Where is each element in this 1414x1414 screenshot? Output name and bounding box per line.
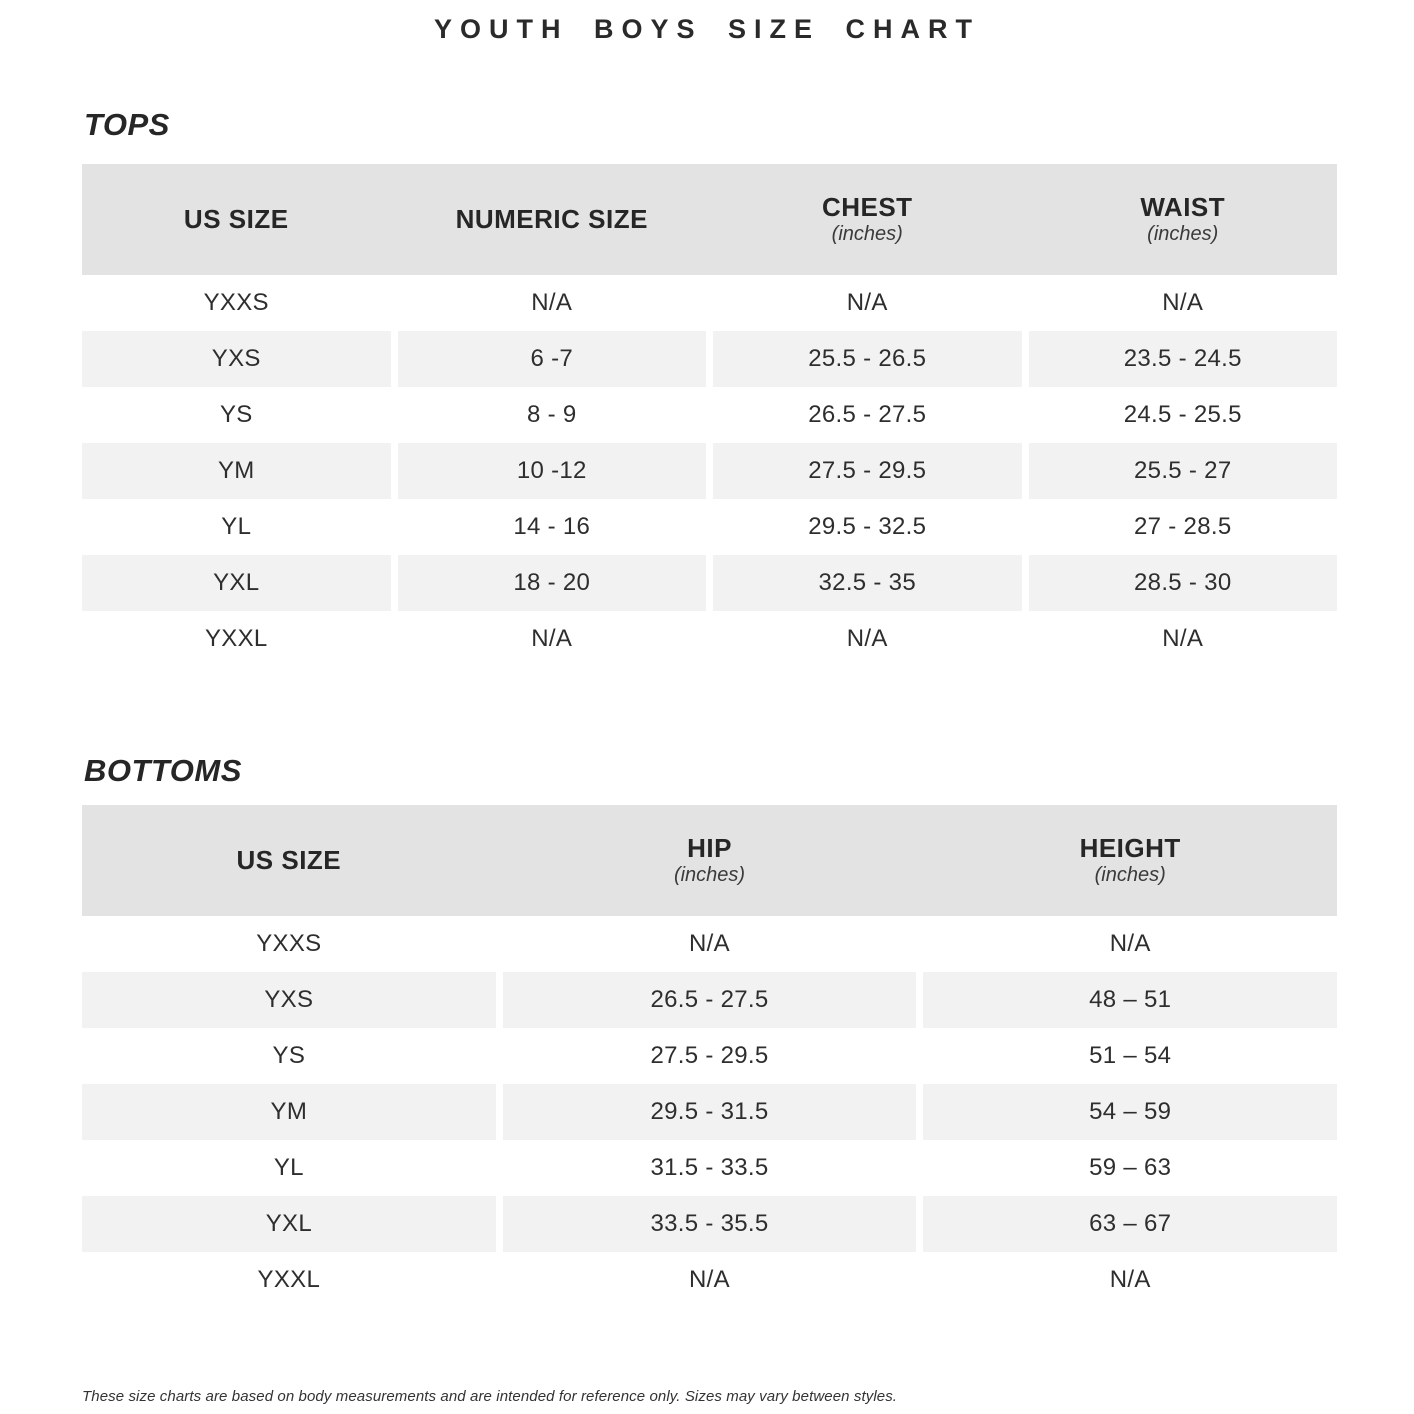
tops-table bbox=[82, 164, 1337, 667]
table-cell: 31.5 - 33.5 bbox=[650, 1154, 769, 1181]
column-header-label: US SIZE bbox=[236, 844, 342, 875]
column-header bbox=[1029, 193, 1338, 247]
table-cell: 27 - 28.5 bbox=[1134, 513, 1232, 540]
table-row bbox=[82, 1084, 1337, 1140]
table-cell: N/A bbox=[531, 289, 573, 316]
table-cell: YXL bbox=[82, 555, 391, 611]
table-cell: N/A bbox=[846, 289, 888, 316]
table-cell: N/A bbox=[689, 1266, 730, 1293]
table-cell: 24.5 - 25.5 bbox=[1123, 401, 1242, 428]
column-header-unit: (inches) bbox=[1094, 864, 1166, 887]
column-header-label: US SIZE bbox=[183, 203, 289, 234]
footnote: These size charts are based on body measurements and are intended for reference only. Sizes may vary between styles. bbox=[82, 1388, 898, 1405]
table-row bbox=[82, 499, 1337, 555]
column-header-unit: (inches) bbox=[831, 223, 903, 246]
table-cell: YM bbox=[82, 443, 391, 499]
table-cell: 27.5 - 29.5 bbox=[713, 443, 1022, 499]
table-cell: N/A bbox=[1109, 930, 1151, 957]
table-cell: YXS bbox=[82, 331, 391, 387]
column-header bbox=[503, 834, 917, 888]
tops-heading: TOPS bbox=[84, 107, 170, 142]
table-cell: 29.5 - 31.5 bbox=[503, 1084, 917, 1140]
table-cell: YXXS bbox=[203, 289, 269, 316]
table-row bbox=[82, 916, 1337, 972]
table-row bbox=[82, 1140, 1337, 1196]
table-cell: 27.5 - 29.5 bbox=[650, 1042, 769, 1069]
table-cell: N/A bbox=[1109, 1266, 1151, 1293]
table-cell: YXXL bbox=[257, 1266, 321, 1293]
table-cell: YL bbox=[273, 1154, 304, 1181]
table-cell: 14 - 16 bbox=[513, 513, 591, 540]
table-cell: YXXS bbox=[256, 930, 322, 957]
table-cell: YM bbox=[82, 1084, 496, 1140]
column-header-label: NUMERIC SIZE bbox=[455, 203, 648, 234]
table-cell: 33.5 - 35.5 bbox=[503, 1196, 917, 1252]
table-cell: 25.5 - 26.5 bbox=[713, 331, 1022, 387]
column-header-unit: (inches) bbox=[673, 864, 746, 887]
table-header-row bbox=[82, 164, 1337, 275]
column-header bbox=[398, 205, 707, 235]
table-cell: 8 - 9 bbox=[526, 401, 577, 428]
table-cell: 18 - 20 bbox=[398, 555, 707, 611]
table-cell: N/A bbox=[1162, 625, 1204, 652]
table-cell: 6 -7 bbox=[398, 331, 707, 387]
column-header bbox=[82, 846, 496, 876]
column-header bbox=[713, 193, 1022, 247]
table-cell: 54 – 59 bbox=[923, 1084, 1337, 1140]
table-cell: YL bbox=[221, 513, 252, 540]
table-row bbox=[82, 555, 1337, 611]
table-cell: 51 – 54 bbox=[1089, 1042, 1172, 1069]
table-cell: YS bbox=[219, 401, 253, 428]
table-cell: 26.5 - 27.5 bbox=[808, 401, 927, 428]
table-cell: 32.5 - 35 bbox=[713, 555, 1022, 611]
table-cell: 48 – 51 bbox=[923, 972, 1337, 1028]
column-header bbox=[923, 834, 1337, 888]
table-row bbox=[82, 387, 1337, 443]
table-cell: 63 – 67 bbox=[923, 1196, 1337, 1252]
table-cell: N/A bbox=[689, 930, 730, 957]
table-cell: YS bbox=[272, 1042, 306, 1069]
table-row bbox=[82, 1252, 1337, 1308]
column-header-label: HIP bbox=[687, 832, 732, 863]
table-row bbox=[82, 611, 1337, 667]
table-cell: YXL bbox=[82, 1196, 496, 1252]
bottoms-table bbox=[82, 805, 1337, 1308]
table-cell: 25.5 - 27 bbox=[1029, 443, 1338, 499]
table-cell: N/A bbox=[531, 625, 573, 652]
table-row bbox=[82, 1028, 1337, 1084]
table-cell: 10 -12 bbox=[398, 443, 707, 499]
tops-section bbox=[0, 107, 1414, 667]
table-header-row bbox=[82, 805, 1337, 916]
table-row bbox=[82, 275, 1337, 331]
table-cell: 26.5 - 27.5 bbox=[503, 972, 917, 1028]
column-header-label: HEIGHT bbox=[1079, 832, 1181, 863]
table-cell: YXS bbox=[82, 972, 496, 1028]
table-cell: YXXL bbox=[204, 625, 268, 652]
table-row bbox=[82, 331, 1337, 387]
table-cell: 23.5 - 24.5 bbox=[1029, 331, 1338, 387]
table-row bbox=[82, 443, 1337, 499]
page-title: YOUTH BOYS SIZE CHART bbox=[433, 14, 981, 44]
column-header-label: WAIST bbox=[1140, 191, 1226, 222]
table-row bbox=[82, 1196, 1337, 1252]
table-cell: 59 – 63 bbox=[1089, 1154, 1172, 1181]
table-row bbox=[82, 972, 1337, 1028]
table-cell: N/A bbox=[1162, 289, 1204, 316]
column-header-unit: (inches) bbox=[1147, 223, 1219, 246]
bottoms-section bbox=[0, 753, 1414, 1308]
bottoms-heading: BOTTOMS bbox=[84, 753, 242, 788]
column-header bbox=[82, 205, 391, 235]
column-header-label: CHEST bbox=[821, 191, 913, 222]
table-cell: N/A bbox=[846, 625, 888, 652]
table-cell: 28.5 - 30 bbox=[1029, 555, 1338, 611]
table-cell: 29.5 - 32.5 bbox=[808, 513, 927, 540]
